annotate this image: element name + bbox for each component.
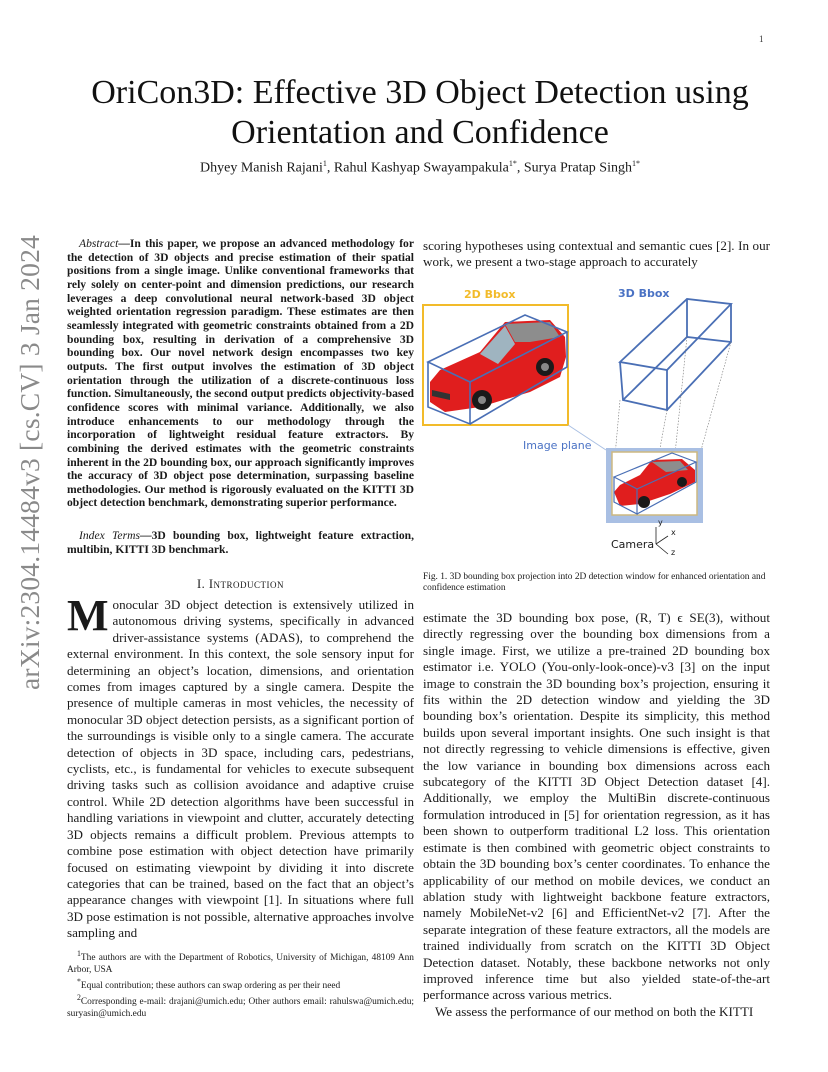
- axis-label-x: x: [671, 528, 676, 537]
- label-3d-bbox: 3D Bbox: [618, 287, 670, 300]
- abstract-dash: —: [118, 237, 130, 250]
- index-terms: [67, 529, 414, 556]
- figure-1-caption: Fig. 1. 3D bounding box projection into 2D detection window for enhanced orientation and confidence estimation: [423, 572, 766, 594]
- author-list: [60, 159, 780, 177]
- section-heading-introduction: [67, 577, 414, 592]
- abstract: [67, 237, 414, 510]
- author-name: Rahul Kashyap Swayampakula: [333, 160, 509, 176]
- title-line-2: Orientation and Confidence: [231, 114, 609, 151]
- abstract-label: Abstract: [79, 237, 119, 250]
- introduction-right-column-top: scoring hypotheses using contextual and semantic cues [2]. In our work, we present a two-stage approach to accurately: [423, 238, 770, 270]
- paragraph: estimate the 3D bounding box pose, (R, T) ϵ SE(3), without directly regressing over the bounding box dimensions from a single image. First, we utilize a pre-trained 2D bounding box estimator i.e. YOLO (You-only-look-once)-v3 [3] on the input image to constrain the 3D bounding box’s projection, ensuring it fits within the 2D detection window and yielding the 3D bounding box’s orientation. Despite its simplicity, this method builds upon several important insights. One such insight is that not directly regressing to vehicle dimensions is effective, given the low variance in bounding box dimensions across each subcategory of the KITTI 3D Object Detection dataset [4]. Additionally, we employ the MultiBin discrete-continuous formulation introduced in [5] for orientation regression, as it has been shown to outperform traditional L2 loss. This orientation estimate is then combined with geometric object constraints to obtain the 3D bounding box’s center coordinates. To enhance the applicability of our method on mobile devices, we conduct an ablation study with lightweight backbone feature extractors, namely MobileNet-v2 [6] and EfficientNet-v2 [7]. After the separate integration of these feature extractors, all the models are trained individually from scratch on the KITTI 3D Object Detection dataset. Notably, these backbone networks not only improved inference time but also yielded state-of-the-art performance across various metrics.: [423, 610, 770, 1003]
- footnote: [67, 948, 414, 976]
- title-line-1: OriCon3D: Effective 3D Object Detection using: [91, 74, 749, 111]
- index-terms-label: Index Terms: [79, 529, 140, 542]
- footnote: [67, 976, 414, 993]
- arxiv-identifier-stamp: arXiv:2304.14484v3 [cs.CV] 3 Jan 2024: [14, 235, 45, 690]
- author-separator: ,: [326, 160, 334, 176]
- author-name: Dhyey Manish Rajani: [200, 160, 323, 176]
- author-affiliation-mark: 1*: [631, 159, 640, 168]
- label-camera: Camera: [611, 538, 655, 551]
- introduction-right-column: [423, 610, 770, 1020]
- author-affiliation-mark: 1: [322, 159, 327, 168]
- drop-cap: M: [67, 591, 109, 640]
- footnote-mark: 1: [77, 949, 81, 958]
- label-2d-bbox: 2D Bbox: [464, 288, 516, 301]
- introduction-left-column: [67, 591, 414, 942]
- abstract-text: In this paper, we propose an advanced methodology for the detection of 3D objects and precise estimation of their spatial positions from a single image. Unlike conventional frameworks that rely solely on center-point and dimension predictions, our research leverages a deep convolutional neural network-based 3D object weighted orientation regression paradigm. These estimates are then seamlessly integrated with geometric constraints obtained from a 2D bounding box, resulting in derivation of a comprehensive 3D bounding box. Our novel network design encompasses two key outputs. The first output involves the estimation of 3D object orientation through the utilization of a discrete-continuous loss function. Simultaneously, the second output predicts objectivity-based confidence scores with minimal variance. Additionally, we also introduce enhancements to our methodology through the incorporation of lightweight residual feature extractors. By combining the derived estimates with the geometric constraints inherent in the 2D bounding box, our approach significantly improves the accuracy of 3D object pose determination, surpassing baseline methodologies. Our method is rigorously evaluated on the KITTI 3D object detection benchmark, demonstrating superior performance.: [67, 237, 414, 510]
- footnote-mark: 2: [77, 993, 81, 1003]
- footnote-text: The authors are with the Department of Robotics, University of Michigan, 48109 Ann Arbor, USA: [67, 953, 414, 975]
- section-number: I.: [196, 577, 209, 591]
- page-number: 1: [759, 34, 764, 44]
- paper-title: [60, 73, 780, 153]
- footnotes: [67, 948, 414, 1020]
- footnote-mark: *: [77, 976, 81, 986]
- label-image-plane: Image plane: [523, 439, 592, 452]
- figure-1-illustration: [420, 282, 775, 562]
- index-terms-text: 3D bounding box, lightweight feature extraction, multibin, KITTI 3D benchmark.: [67, 529, 414, 556]
- index-terms-dash: —: [139, 529, 152, 542]
- car-illustration-large: [430, 320, 566, 412]
- camera-axes-icon: [656, 527, 668, 554]
- author-separator: ,: [516, 160, 524, 176]
- figure-1: [420, 282, 775, 562]
- footnote-text: Equal contribution; these authors can swap ordering as per their need: [80, 981, 341, 992]
- bbox-3d-wireframe: [620, 299, 731, 410]
- paragraph: We assess the performance of our method on both the KITTI: [435, 1003, 754, 1019]
- axis-label-y: y: [658, 518, 663, 527]
- axis-label-z: z: [671, 548, 676, 557]
- footnote: [67, 992, 414, 1020]
- author-name: Surya Pratap Singh: [523, 160, 632, 176]
- section-title: Introduction: [208, 577, 285, 591]
- introduction-text: onocular 3D object detection is extensively utilized in autonomous driving systems, specifically in advanced driver-assistance systems (ADAS), to comprehend the external environment. In this context, the sole sensory input for determining an object’s location, dimensions, and orientation comes from images captured by a single camera. Despite the presence of multiple cameras in most vehicles, the necessity of monocular 3D object detection persists, as a significant portion of the surroundings is visible only to a single camera. The accurate detection of objects in 3D space, including cars, pedestrians, cyclists, etc., is fundamental for vehicles to execute subsequent driving tasks such as collision avoidance and adaptive cruise control. While 2D detection algorithms have been successful in handling variations in viewpoint and clutter, accurately detecting 3D objects remains a difficult problem. Previous attempts to combine pose estimation with object detection have primarily focused on estimating viewpoint by dividing it into discrete categories that can be trained, based on the fact that an object’s appearance changes with viewpoint [1]. In situations where full 3D pose estimation is not possible, alternative approaches involve sampling and: [67, 597, 414, 941]
- footnote-text: Corresponding e-mail: drajani@umich.edu; Other authors email: rahulswa@umich.edu; suryasin@umich.edu: [67, 997, 414, 1019]
- author-affiliation-mark: 1*: [508, 159, 517, 168]
